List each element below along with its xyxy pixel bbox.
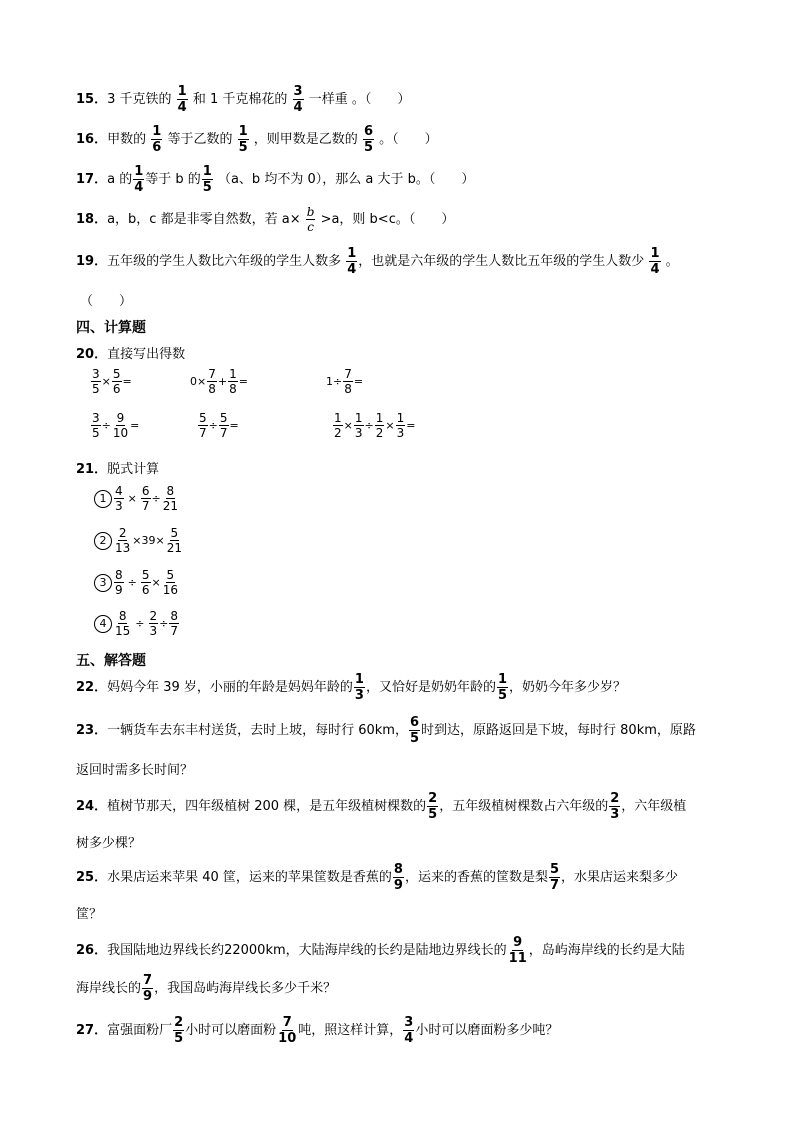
question-number: 23． (76, 723, 108, 738)
fraction: $\frac{5}{16}$ (162, 568, 178, 597)
fraction: $\frac{1}{3}$ (396, 411, 405, 440)
fraction: $\frac{2}{3}$ (610, 791, 620, 822)
calc-item-2: 2 $\frac{2}{13}$ ×39× $\frac{5}{21}$ (94, 526, 184, 555)
question-text: 小时可以磨面粉多少吨？ (415, 1023, 559, 1038)
expression: 0× $\frac{7}{8}$ + $\frac{1}{8}$ = (190, 367, 248, 396)
question-text: 脱式计算 (107, 462, 160, 477)
question-20 (76, 343, 185, 362)
answer-blank: （ ） (80, 294, 133, 309)
fraction: $\frac{1}{2}$ (375, 411, 384, 440)
question-22 (76, 672, 626, 703)
question-text: 。（ ） (379, 132, 438, 147)
fraction: $\frac{1}{5}$ (202, 164, 212, 195)
fraction: $\frac{8}{9}$ (393, 862, 403, 893)
expression: $\frac{3}{5}$ × $\frac{5}{6}$ = (92, 367, 132, 396)
question-number: 18． (76, 212, 108, 227)
fraction: $\frac{2}{5}$ (428, 791, 438, 822)
question-text: ，五年级植树棵数占六年级的 (439, 799, 609, 814)
circled-number: 4 (94, 615, 112, 633)
circled-number: 2 (94, 532, 112, 550)
fraction: $\frac{7}{8}$ (344, 367, 352, 396)
fraction: $\frac{3}{4}$ (404, 1015, 414, 1046)
fraction: $\frac{7}{9}$ (143, 973, 153, 1004)
fraction: $\frac{3}{4}$ (293, 84, 303, 115)
question-number: 16． (76, 132, 108, 147)
question-text: 小时可以磨面粉 (185, 1023, 277, 1038)
question-text: 妈妈今年 39 岁，小丽的年龄是妈妈年龄的 (107, 680, 353, 695)
question-17 (76, 164, 474, 195)
fraction: $\frac{8}{15}$ (115, 609, 131, 638)
fraction: $\frac{1}{8}$ (229, 367, 237, 396)
question-text: 五年级的学生人数比六年级的学生人数多 (107, 254, 342, 269)
question-text: >a，则 b<c。（ ） (320, 212, 455, 227)
question-text: 一辆货车去东丰村送货，去时上坡，每时行 60km， (107, 723, 408, 738)
fraction: $\frac{2}{13}$ (115, 526, 131, 555)
question-text: ，奶奶今年多少岁？ (509, 680, 627, 695)
fraction: $\frac{1}{5}$ (497, 672, 508, 703)
fraction: $\frac{2}{5}$ (174, 1015, 184, 1046)
fraction: $\frac{4}{3}$ (115, 484, 123, 513)
question-number: 26． (76, 943, 108, 958)
question-text: 海岸线长的 (76, 981, 142, 996)
circled-number: 1 (94, 490, 112, 508)
question-24-line2: 树多少棵？ (76, 836, 142, 851)
question-number: 25． (76, 870, 108, 885)
question-text: ，则甲数是乙数的 (253, 132, 358, 147)
question-25 (76, 862, 678, 893)
question-number: 15． (76, 92, 108, 107)
fraction: $\frac{9}{10}$ (112, 411, 129, 440)
question-text: 甲数的 (107, 132, 147, 147)
question-number: 19． (76, 254, 108, 269)
fraction: $\frac{6}{7}$ (141, 484, 150, 513)
question-text: 一样重 。（ ） (308, 92, 411, 107)
expression: $\frac{1}{2}$ × $\frac{1}{3}$ ÷ $\frac{1}{2}$ × $\frac{1}{3}$ = (334, 411, 416, 440)
question-text: 3 千克铁的 (107, 92, 172, 107)
fraction: $\frac{1}{4}$ (650, 246, 660, 277)
fraction: $\frac{1}{5}$ (238, 124, 248, 155)
fraction: $\frac{5}{6}$ (112, 367, 121, 396)
question-text: 直接写出得数 (107, 347, 186, 362)
fraction: $\frac{7}{8}$ (208, 367, 216, 396)
question-text: ，也就是六年级的学生人数比五年级的学生人数少 (358, 254, 645, 269)
question-number: 24． (76, 799, 108, 814)
question-18 (76, 205, 454, 234)
question-text: 吨，照这样计算， (298, 1023, 403, 1038)
fraction: $\frac{5}{7}$ (549, 862, 560, 893)
question-26-line2 (76, 973, 336, 1004)
question-text: 等于乙数的 (167, 132, 233, 147)
question-21 (76, 458, 159, 477)
fraction: $\frac{1}{6}$ (152, 124, 162, 155)
section-heading: 四、计算题 (76, 320, 146, 336)
question-number: 27． (76, 1023, 108, 1038)
fraction: $\frac{1}{3}$ (354, 672, 364, 703)
calc-item-3: 3 $\frac{8}{9}$ ÷ $\frac{5}{6}$ × $\frac{5}{16}$ (94, 568, 180, 597)
question-text: 植树节那天，四年级植树 200 棵，是五年级植树棵数的 (107, 799, 427, 814)
question-text: ，六年级植 (621, 799, 687, 814)
expression: $\frac{3}{5}$ ÷ $\frac{9}{10}$ = (92, 411, 140, 440)
question-text: 水果店运来苹果 40 筐，运来的苹果筐数是香蕉的 (107, 870, 392, 885)
fraction: $\frac{5}{7}$ (199, 411, 207, 440)
question-text: ，水果店运来梨多少 (561, 870, 679, 885)
question-text: a 的 (107, 172, 133, 187)
fraction: $\frac{6}{5}$ (409, 715, 420, 746)
calc-item-4: 4 $\frac{8}{15}$ ÷ $\frac{2}{3}$ ÷ $\frac{8}{7}$ (94, 609, 180, 638)
question-text: （a、b 均不为 0），那么 a 大于 b。（ ） (217, 172, 475, 187)
question-text: ，运来的香蕉的筐数是梨 (404, 870, 548, 885)
question-text: ，岛屿海岸线的长约是大陆 (528, 943, 685, 958)
fraction: $\frac{1}{4}$ (347, 246, 357, 277)
fraction: $\frac{1}{3}$ (354, 411, 363, 440)
fraction: $\frac{8}{9}$ (115, 568, 123, 597)
question-number: 21． (76, 462, 108, 477)
question-text: 时到达，原路返回是下坡，每时行 80km，原路 (421, 723, 696, 738)
question-number: 22． (76, 680, 108, 695)
fraction: $\frac{1}{2}$ (334, 411, 342, 440)
fraction: $\frac{2}{3}$ (149, 609, 158, 638)
fraction: $\frac{5}{7}$ (219, 411, 228, 440)
question-text: 和 1 千克棉花的 (192, 92, 288, 107)
question-text: 等于 b 的 (145, 172, 201, 187)
question-27 (76, 1015, 558, 1046)
expression: 1÷ $\frac{7}{8}$ = (326, 367, 364, 396)
fraction: $\frac{b}{c}$ (306, 205, 315, 234)
calc-item-1: 1 $\frac{4}{3}$ × $\frac{6}{7}$ ÷ $\frac{8}{21}$ (94, 484, 180, 513)
fraction: $\frac{1}{4}$ (177, 84, 187, 115)
question-number: 20． (76, 347, 108, 362)
question-25-line2: 筐？ (76, 907, 103, 922)
fraction: $\frac{5}{21}$ (166, 526, 182, 555)
fraction: $\frac{6}{5}$ (363, 124, 373, 155)
fraction: $\frac{8}{21}$ (162, 484, 178, 513)
question-15 (76, 84, 410, 115)
question-24 (76, 791, 686, 822)
question-number: 17． (76, 172, 108, 187)
question-text: 我国陆地边界线长约22000km，大陆海岸线的长约是陆地边界线长的 (107, 943, 507, 958)
question-text: 。 (665, 254, 679, 269)
question-26 (76, 935, 685, 966)
question-16 (76, 124, 438, 155)
circled-number: 3 (94, 574, 112, 592)
section-heading: 五、解答题 (76, 653, 146, 669)
expression: $\frac{5}{7}$ ÷ $\frac{5}{7}$ = (199, 411, 239, 440)
question-text: ，又恰好是奶奶年龄的 (365, 680, 496, 695)
fraction: $\frac{3}{5}$ (92, 411, 100, 440)
question-text: 富强面粉厂 (107, 1023, 173, 1038)
question-text: ，我国岛屿海岸线长多少千米？ (154, 981, 337, 996)
question-23 (76, 715, 696, 746)
question-23-line2: 返回时需多长时间？ (76, 763, 194, 778)
fraction: $\frac{9}{11}$ (508, 935, 527, 966)
fraction: $\frac{8}{7}$ (170, 609, 178, 638)
fraction: $\frac{5}{6}$ (141, 568, 150, 597)
fraction: $\frac{7}{10}$ (278, 1015, 297, 1046)
question-text: a，b，c 都是非零自然数，若 a× (107, 212, 301, 227)
fraction: $\frac{1}{4}$ (134, 164, 144, 195)
fraction: $\frac{3}{5}$ (92, 367, 100, 396)
question-19 (76, 246, 679, 277)
